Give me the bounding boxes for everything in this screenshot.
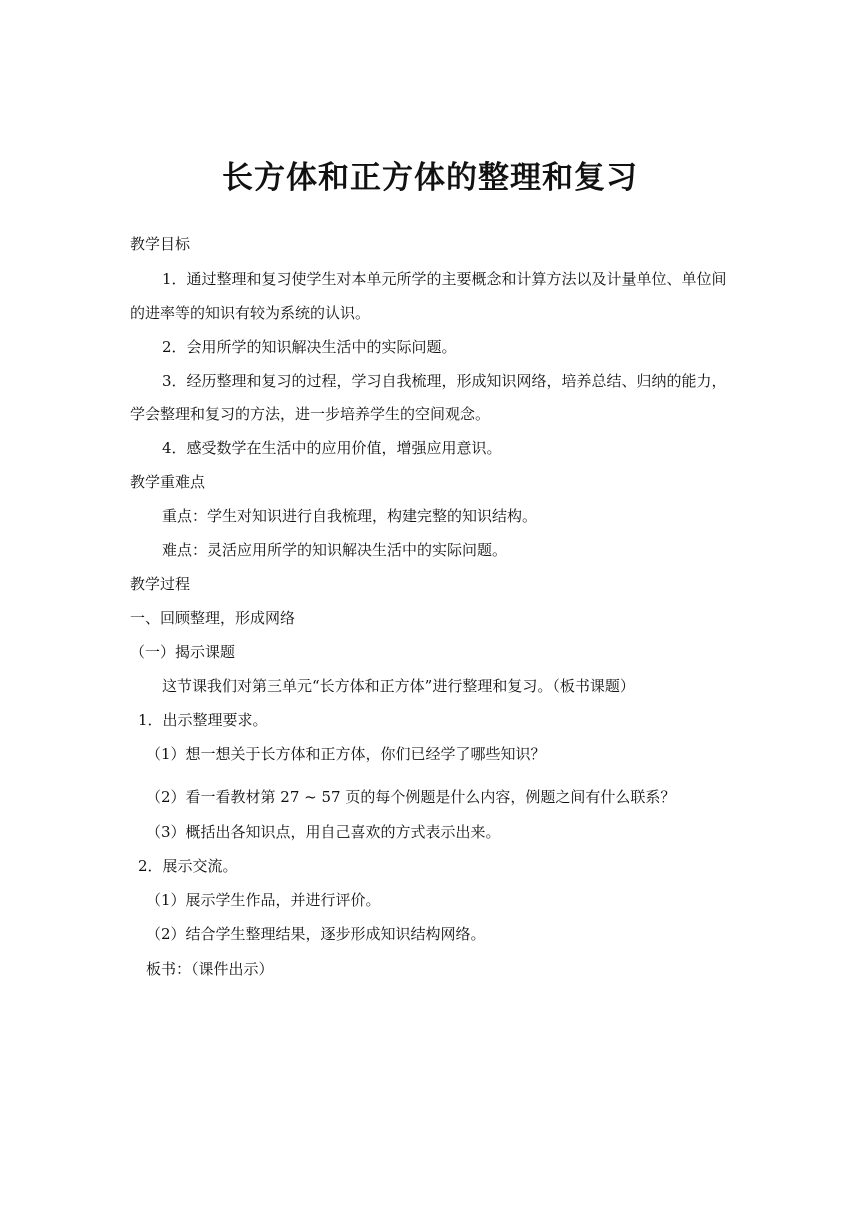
board-note: 板书：（课件出示） bbox=[146, 960, 274, 978]
process-subsection-1: （一）揭示课题 bbox=[130, 643, 236, 661]
step-2-item-2: （2）结合学生整理结果，逐步形成知识结构网络。 bbox=[146, 925, 486, 943]
difficult-point: 难点：灵活应用所学的知识解决生活中的实际问题。 bbox=[162, 541, 508, 559]
intro-paragraph: 这节课我们对第三单元“长方体和正方体”进行整理和复习。（板书课题） bbox=[162, 677, 635, 695]
step-1-item-2: （2）看一看教材第 27 ~ 57 页的每个例题是什么内容，例题之间有什么联系？ bbox=[146, 788, 676, 806]
objective-2: 2．会用所学的知识解决生活中的实际问题。 bbox=[162, 338, 457, 356]
objective-1-line-2: 的进率等的知识有较为系统的认识。 bbox=[130, 304, 371, 322]
step-2-item-1: （1）展示学生作品，并进行评价。 bbox=[146, 891, 381, 909]
section-heading-process: 教学过程 bbox=[130, 575, 191, 593]
objective-4: 4．感受数学在生活中的应用价值，增强应用意识。 bbox=[162, 439, 502, 457]
step-1-item-3: （3）概括出各知识点，用自己喜欢的方式表示出来。 bbox=[146, 823, 501, 841]
key-point: 重点：学生对知识进行自我梳理，构建完整的知识结构。 bbox=[162, 507, 538, 525]
process-part-1-heading: 一、回顾整理，形成网络 bbox=[130, 609, 296, 627]
section-heading-objectives: 教学目标 bbox=[130, 235, 191, 253]
objective-3-line-2: 学会整理和复习的方法，进一步培养学生的空间观念。 bbox=[130, 405, 491, 423]
step-1: 1．出示整理要求。 bbox=[138, 711, 268, 729]
step-1-item-1: （1）想一想关于长方体和正方体，你们已经学了哪些知识？ bbox=[146, 745, 546, 763]
objective-1-line-1: 1．通过整理和复习使学生对本单元所学的主要概念和计算方法以及计量单位、单位间 bbox=[162, 270, 727, 288]
document-title: 长方体和正方体的整理和复习 bbox=[222, 160, 638, 196]
section-heading-key-points: 教学重难点 bbox=[130, 473, 206, 491]
step-2: 2．展示交流。 bbox=[138, 857, 238, 875]
objective-3-line-1: 3．经历整理和复习的过程，学习自我梳理，形成知识网络，培养总结、归纳的能力， bbox=[162, 372, 727, 390]
